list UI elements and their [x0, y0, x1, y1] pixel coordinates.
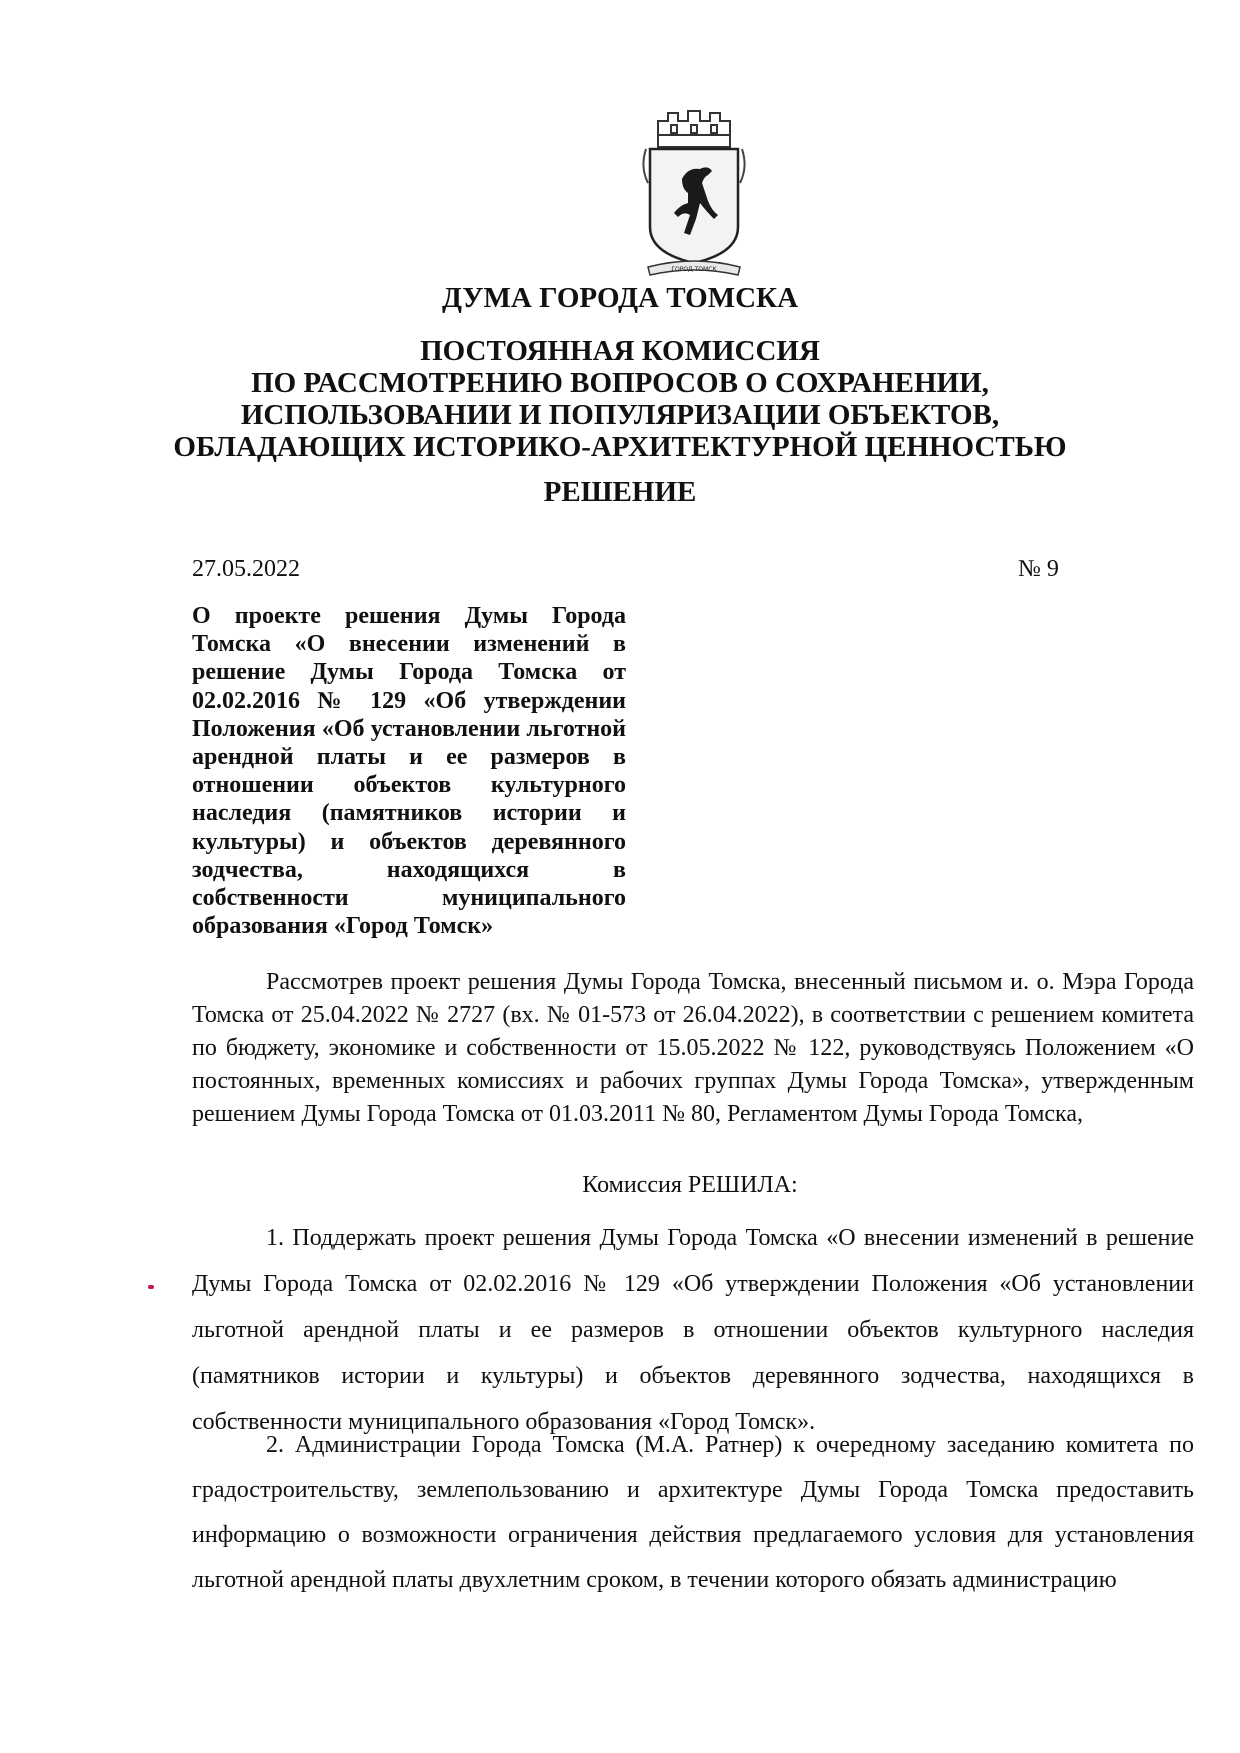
tomsk-coat-of-arms-icon: [638, 107, 750, 279]
margin-mark: [148, 1285, 154, 1289]
commission-line: ОБЛАДАЮЩИХ ИСТОРИКО-АРХИТЕКТУРНОЙ ЦЕННОСТЬЮ: [173, 431, 1067, 463]
point-2-paragraph: 2. Администрации Города Томска (М.А. Ратнер) к очередному заседанию комитета по градостроительству, землепользованию и архитектуре Думы Города Томска предоставить информацию о возможности ограничения действия предлагаемого условия для установления льготной арендной платы двухлетним сроком, в течении которого обязать администрацию: [192, 1432, 1194, 1593]
intro-paragraph: Рассмотрев проект решения Думы Города Томска, внесенный письмом и. о. Мэра Города Томска от 25.04.2022 № 2727 (вх. № 01-573 от 26.04.2022), в соответствии с решением комитета по бюджету, экономике и собственности от 15.05.2022 № 122, руководствуясь Положением «О постоянных, временных комиссиях и рабочих группах Думы Города Томска», утвержденным решением Думы Города Томска от 01.03.2011 № 80, Регламентом Думы Города Томска,: [192, 969, 1194, 1127]
commission-line: ИСПОЛЬЗОВАНИИ И ПОПУЛЯРИЗАЦИИ ОБЪЕКТОВ,: [240, 399, 1000, 431]
decision-subject: О проекте решения Думы Города Томска «О внесении изменений в решение Думы Города Томска от 02.02.2016 № 129 «Об утверждении Положения «Об установлении льготной арендной платы и ее размеров в отношении объектов культурного наследия (памятников истории и культуры) и объектов деревянного зодчества, находящихся в собственности муниципального образования «Город Томск»: [192, 603, 626, 940]
decision-number: № 9: [1018, 556, 1059, 582]
commission-line: ПОСТОЯННАЯ КОМИССИЯ: [420, 335, 820, 367]
organization-title: ДУМА ГОРОДА ТОМСКА: [441, 282, 799, 314]
svg-text:ГОРОД ТОМСК: ГОРОД ТОМСК: [671, 266, 717, 273]
commission-line: ПО РАССМОТРЕНИЮ ВОПРОСОВ О СОХРАНЕНИИ,: [251, 367, 989, 399]
point-1-paragraph: 1. Поддержать проект решения Думы Города Томска «О внесении изменений в решение Думы Города Томска от 02.02.2016 № 129 «Об утверждении Положения «Об установлении льготной арендной платы и ее размеров в отношении объектов культурного наследия (памятников истории и культуры) и объектов деревянного зодчества, находящихся в собственности муниципального образования «Город Томск».: [192, 1225, 1194, 1435]
commission-title: [0, 335, 1240, 463]
document-type: РЕШЕНИЕ: [543, 476, 697, 508]
resolved-heading: Комиссия РЕШИЛА:: [582, 1172, 798, 1198]
decision-date: 27.05.2022: [192, 556, 300, 582]
